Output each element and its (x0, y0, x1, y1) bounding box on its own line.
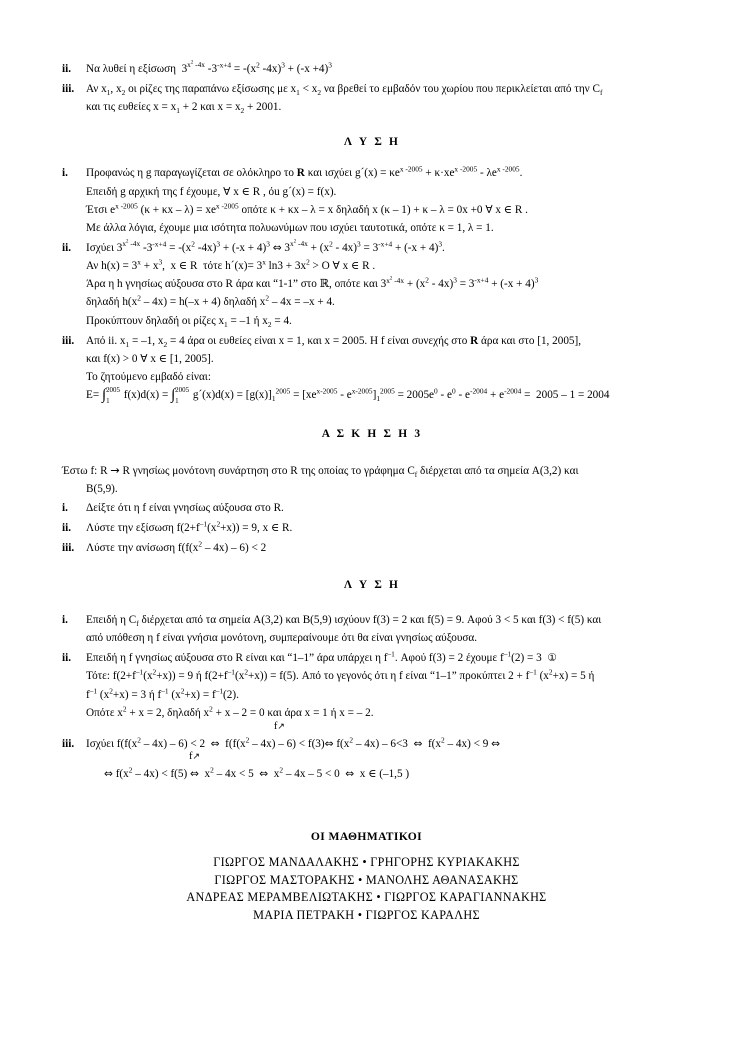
list-item-number: iii. (62, 541, 75, 554)
solution-line: Οπότε $x^2 + x = 2$, δηλαδή $x^2 + x - 2 = 0$ και άρα x = 1 ή x = – 2. (86, 703, 374, 719)
list-item-number: iii. (62, 83, 75, 96)
inequality-line-2: ⇔ $f(x^2 - 4x) < f(5)$ f↗ ⇔ $x^2 - 4x < 5$ ⇔ $x^2 - 4x - 5 < 0$ ⇔ x ∈ (–1,5 ) (104, 750, 410, 780)
list-item-text: Λύστε την εξίσωση $f(2+f^{-1}(x^2+x)) = 9$, x ∈ R. (86, 518, 293, 534)
footer-author-line: ΑΝΔΡΕΑΣ ΜΕΡΑΜΒΕΛΙΩΤΑΚΗΣ • ΓΙΩΡΓΟΣ ΚΑΡΑΓΙΑΝΝΑΚΗΣ (186, 890, 547, 905)
list-item (62, 519, 682, 537)
document-body (62, 60, 682, 785)
list-item-text-cont: και τις ευθείες $x = x_1 + 2$ και $x = x_2 + 2001$. (86, 101, 282, 116)
exercise-statement-line: Έστω f: R → R γνησίως μονότονη συνάρτηση στο R της οποίας το γράφημα $C_f$ διέρχεται από τα σημεία A(3,2) και (62, 464, 579, 480)
solution-line: Με άλλα λόγια, έχουμε μια ισότητα πολυωνύμων που ισχύει ταυτοτικά, οπότε κ = 1, λ = 1. (86, 221, 494, 234)
list-item-text: Αν $x_1$, $x_2$ οι ρίζες της παραπάνω εξίσωσης με $x_1 < x_2$ να βρεθεί το εμβαδόν του χωρίου που περικλείεται από την $C_f$ (86, 83, 603, 98)
footer (0, 830, 733, 925)
list-item-number: ii. (62, 63, 72, 75)
footer-author-line: ΓΙΩΡΓΟΣ ΜΑΝΔΑΛΑΚΗΣ • ΓΡΗΓΟΡΗΣ ΚΥΡΙΑΚΑΚΗΣ (213, 855, 520, 869)
list-item (62, 239, 682, 330)
solution-line: Προφανώς η g παραγωγίζεται σε ολόκληρο το R και ισχύει g´(x) = $\kappa e^{x -2005} + \kappa\cdot xe^{x -2005} - \lambda e^{x -2005}$. (86, 164, 523, 180)
list-item (62, 499, 682, 517)
list-item (62, 539, 682, 557)
list-item-number: ii. (62, 521, 72, 534)
list-item-number: i. (62, 501, 68, 514)
footer-title: ΟΙ ΜΑΘΗΜΑΤΙΚΟΙ (310, 830, 423, 843)
solution-line: Το ζητούμενο εμβαδό είναι: (86, 370, 211, 383)
solution-line: Προκύπτουν δηλαδή οι ρίζες $x_1 = -1$ ή $x_2 = 4$. (86, 314, 292, 329)
exercise-heading: Α Σ Κ Η Σ Η 3 (321, 428, 423, 441)
solution-line: Έτσι $e^{x -2005}$ $(\kappa + \kappa x - \lambda) = xe^{x -2005}$ οπότε κ + κx – λ = x δηλαδή x (κ – 1) + κ – λ = 0x +0 ∀ x ∈ R . (86, 200, 528, 216)
solution-line: Ισχύει $3^{x^2 -4x}$ $-3^{-x+4} = -(x^2$ $-4x)^3 + (-x + 4)^3$ ⇔ $3^{x^2 -4x} + (x^2 - 4x)^3 = 3^{-x+4} + (-x + 4)^3$. (86, 239, 445, 254)
list-item-number: iii. (62, 334, 75, 347)
list-item (62, 611, 682, 647)
list-item-text: Λύστε την ανίσωση $f(f(x^2 - 4x) - 6) < 2$ (86, 539, 267, 554)
list-item (62, 60, 682, 78)
list-item (62, 80, 682, 116)
list-item (62, 332, 682, 405)
solution-line: $f^{-1}$ $(x^2+x) = 3$ ή $f^{-1}$ $(x^2+x) = f^{-1}(2)$. (86, 685, 239, 701)
list-item-number: i. (62, 167, 68, 180)
list-item (62, 720, 682, 783)
list-item-number: ii. (62, 241, 72, 254)
list-item (62, 649, 682, 722)
list-item-number: i. (62, 613, 68, 626)
solution-line: δηλαδή $h(x^2 - 4x) = h(-x + 4)$ δηλαδή $x^2 - 4x = -x + 4$. (86, 293, 335, 309)
solution-line: Επειδή g αρχική της f έχουμε, ∀ x ∈ R , όu g´(x) = f(x). (86, 184, 337, 198)
list-item-number: ii. (62, 652, 72, 665)
footer-author-line: ΜΑΡΙΑ ΠΕΤΡΑΚΗ • ΓΙΩΡΓΟΣ ΚΑΡΑΛΗΣ (253, 908, 480, 923)
solution-line: Από ii. $x_1 = -1$, $x_2 = 4$ άρα οι ευθείες είναι x = 1, και x = 2005. Η f είναι συνεχής στο R άρα και στο [1, 2005], (86, 334, 582, 349)
footer-author-line: ΓΙΩΡΓΟΣ ΜΑΣΤΟΡΑΚΗΣ • ΜΑΝΟΛΗΣ ΑΘΑΝΑΣΑΚΗΣ (214, 872, 519, 887)
integral-expression: E= ∫ 2005 1 f(x)d(x) = ∫ 2005 1 g´(x)d(x) = $[g(x)]_1^{2005} = [xe^{x-2005} - e^{x-2005}]_1^{2005} = 2005e^0 - e^0 - e^{-2004} + e^{-2004} = 2005 - 1 = 2004$ (86, 385, 610, 405)
solution-line: Επειδή η f γνησίως αύξουσα στο R είναι και “1–1” άρα υπάρχει η $f^{-1}$. Αφού f(3) = 2 έχουμε $f^{-1}(2) = 3$ ① (86, 649, 557, 665)
solution-heading: Λ Υ Σ Η (343, 578, 401, 591)
list-item-text: Δείξτε ότι η f είναι γνησίως αύξουσα στο R. (86, 501, 284, 514)
solution-line: Τότε: $f(2+f^{-1}(x^2+x)) = 9$ ή $f(2+f^{-1}(x^2+x)) = f(5)$. Από το γεγονός ότι η f είναι “1–1” προκύπτει $2 + f^{-1}$ $(x^2+x) = 5$ ή (86, 667, 595, 683)
solution-line: Επειδή η $C_f$ διέρχεται από τα σημεία A(3,2) και B(5,9) ισχύουν f(3) = 2 και f(5) = 9. Αφού 3 < 5 και f(3) < f(5) και (86, 613, 602, 629)
solution-heading: Λ Υ Σ Η (343, 136, 401, 149)
list-item-number: iii. (62, 737, 75, 750)
inequality-line-1: Ισχύει $f(f(x^2 - 4x) - 6) < 2$ ⇔ f↗ $f(f(x^2 - 4x) - 6)$ < f(3)⇔ $f(x^2 - 4x) - 6<3$ ⇔ $f(x^2 - 4x) < 9$ ⇔ (86, 720, 500, 750)
solution-line: από υπόθεση η f είναι γνήσια μονότονη, συμπεραίνουμε ότι θα είναι γνησίως αύξουσα. (86, 632, 478, 645)
solution-line: Άρα η h γνησίως αύξουσα στο R άρα και “1-1” στο ℝ, οπότε και $3^{x^2 -4x} + (x^2 - 4x)^3 = 3^{-x+4} + (-x + 4)^3$ (86, 275, 539, 291)
list-item (62, 164, 682, 237)
list-item-text: Να λυθεί η εξίσωση $3^{x^2 -4x}$ $-3^{-x+4} = -(x^2$ $-4x)^3 + (-x +4)^3$ (86, 60, 332, 75)
solution-line: και f(x) > 0 ∀ x ∈ [1, 2005]. (86, 351, 214, 365)
exercise-statement-line: B(5,9). (86, 483, 118, 496)
solution-line: Αν $h(x) = 3^x + x^3$, x ∈ R τότε h´(x)= $3^x$ $\ln 3 + 3x^2 > O$ ∀ x ∈ R . (86, 257, 376, 273)
